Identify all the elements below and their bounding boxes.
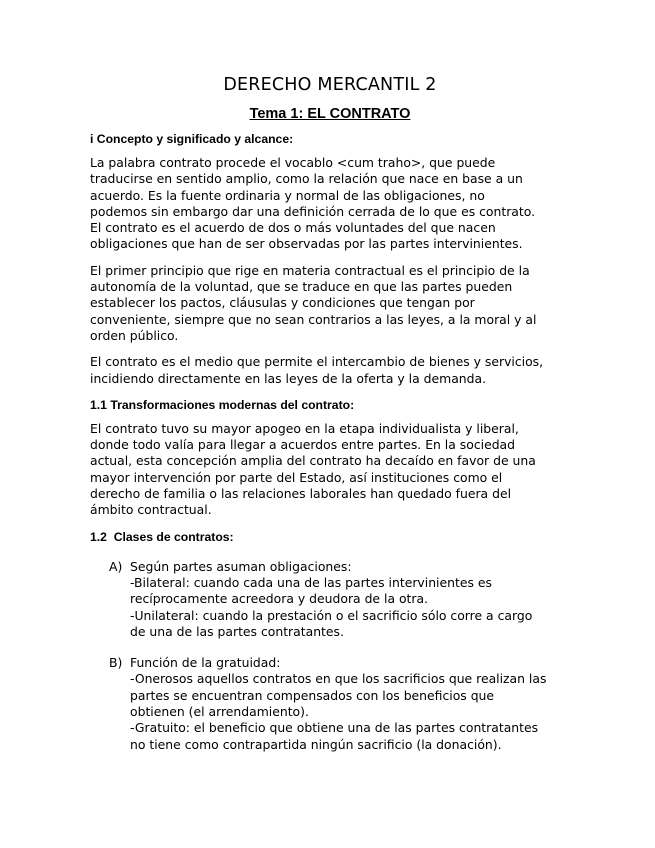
list-item	[90, 655, 570, 753]
section-heading-concepto: i Concepto y significado y alcance:	[90, 132, 294, 146]
document-page	[90, 73, 570, 768]
paragraph-line: acuerdo. Es la fuente ordinaria y normal de las obligaciones, no	[90, 187, 485, 203]
list-item-line: -Unilateral: cuando la prestación o el sacrificio sólo corre a cargo	[130, 607, 533, 623]
section-heading-transformaciones: 1.1 Transformaciones modernas del contrato:	[90, 397, 355, 412]
list-item-line: obtienen (el arrendamiento).	[130, 704, 309, 720]
list-item-line: Según partes asuman obligaciones:	[130, 558, 352, 574]
section-heading-clases: 1.2 Clases de contratos:	[90, 529, 234, 544]
list-marker: B)	[109, 655, 123, 671]
paragraph-line: autonomía de la voluntad, que se traduce en que las partes pueden	[90, 279, 513, 295]
list-item-line: recíprocamente acreedora y deudora de la otra.	[130, 591, 429, 607]
paragraph	[90, 155, 570, 253]
list-item-line: -Bilateral: cuando cada una de las partes intervinientes es	[130, 574, 492, 590]
paragraph-line: derecho de familia o las relaciones laborales han quedado fuera del	[90, 486, 512, 502]
contract-classes-list	[90, 559, 570, 753]
paragraph-line: El contrato es el medio que permite el intercambio de bienes y servicios,	[90, 354, 544, 370]
paragraph-line: podemos sin embargo dar una definición cerrada de lo que es contrato.	[90, 203, 536, 219]
paragraph-line: mayor intervención por parte del Estado, así instituciones como el	[90, 469, 503, 485]
list-item-line: de una de las partes contratantes.	[130, 623, 344, 639]
paragraph-line: incidiendo directamente en las leyes de la oferta y la demanda.	[90, 370, 487, 386]
list-item	[90, 559, 570, 640]
document-title: DERECHO MERCANTIL 2	[223, 75, 437, 95]
paragraph-line: El primer principio que rige en materia contractual es el principio de la	[90, 262, 530, 278]
paragraph-line: traducirse en sentido amplio, como la relación que nace en base a un	[90, 171, 523, 187]
list-item-line: no tiene como contrapartida ningún sacrificio (la donación).	[130, 736, 502, 752]
paragraph-line: ámbito contractual.	[90, 502, 212, 518]
paragraph-line: obligaciones que han de ser observadas por las partes intervinientes.	[90, 236, 523, 252]
paragraph-line: El contrato tuvo su mayor apogeo en la etapa individualista y liberal,	[90, 420, 519, 436]
paragraph	[90, 263, 570, 344]
list-item-line: -Gratuito: el beneficio que obtiene una de las partes contratantes	[130, 720, 539, 736]
list-item-line: Función de la gratuidad:	[130, 655, 281, 671]
paragraph-line: donde todo valía para llegar a acuerdos entre partes. En la sociedad	[90, 437, 516, 453]
paragraph-line: actual, esta concepción amplia del contrato ha decaído en favor de una	[90, 453, 536, 469]
document-subtitle: Tema 1: EL CONTRATO	[249, 106, 411, 122]
paragraph-line: La palabra contrato procede el vocablo <cum traho>, que puede	[90, 155, 496, 170]
paragraph	[90, 421, 570, 519]
paragraph-line: establecer los pactos, cláusulas y condiciones que tengan por	[90, 295, 475, 311]
list-marker: A)	[109, 558, 123, 574]
paragraph-line: El contrato es el acuerdo de dos o más voluntades del que nacen	[90, 220, 496, 236]
paragraph-line: orden público.	[90, 327, 179, 343]
paragraph	[90, 354, 570, 387]
paragraph-line: conveniente, siempre que no sean contrarios a las leyes, a la moral y al	[90, 311, 537, 327]
list-item-line: partes se encuentran compensados con los beneficios que	[130, 687, 495, 703]
section-body-transformaciones	[90, 421, 570, 519]
section-body-concepto	[90, 155, 570, 387]
list-item-line: -Onerosos aquellos contratos en que los sacrificios que realizan las	[130, 671, 547, 687]
